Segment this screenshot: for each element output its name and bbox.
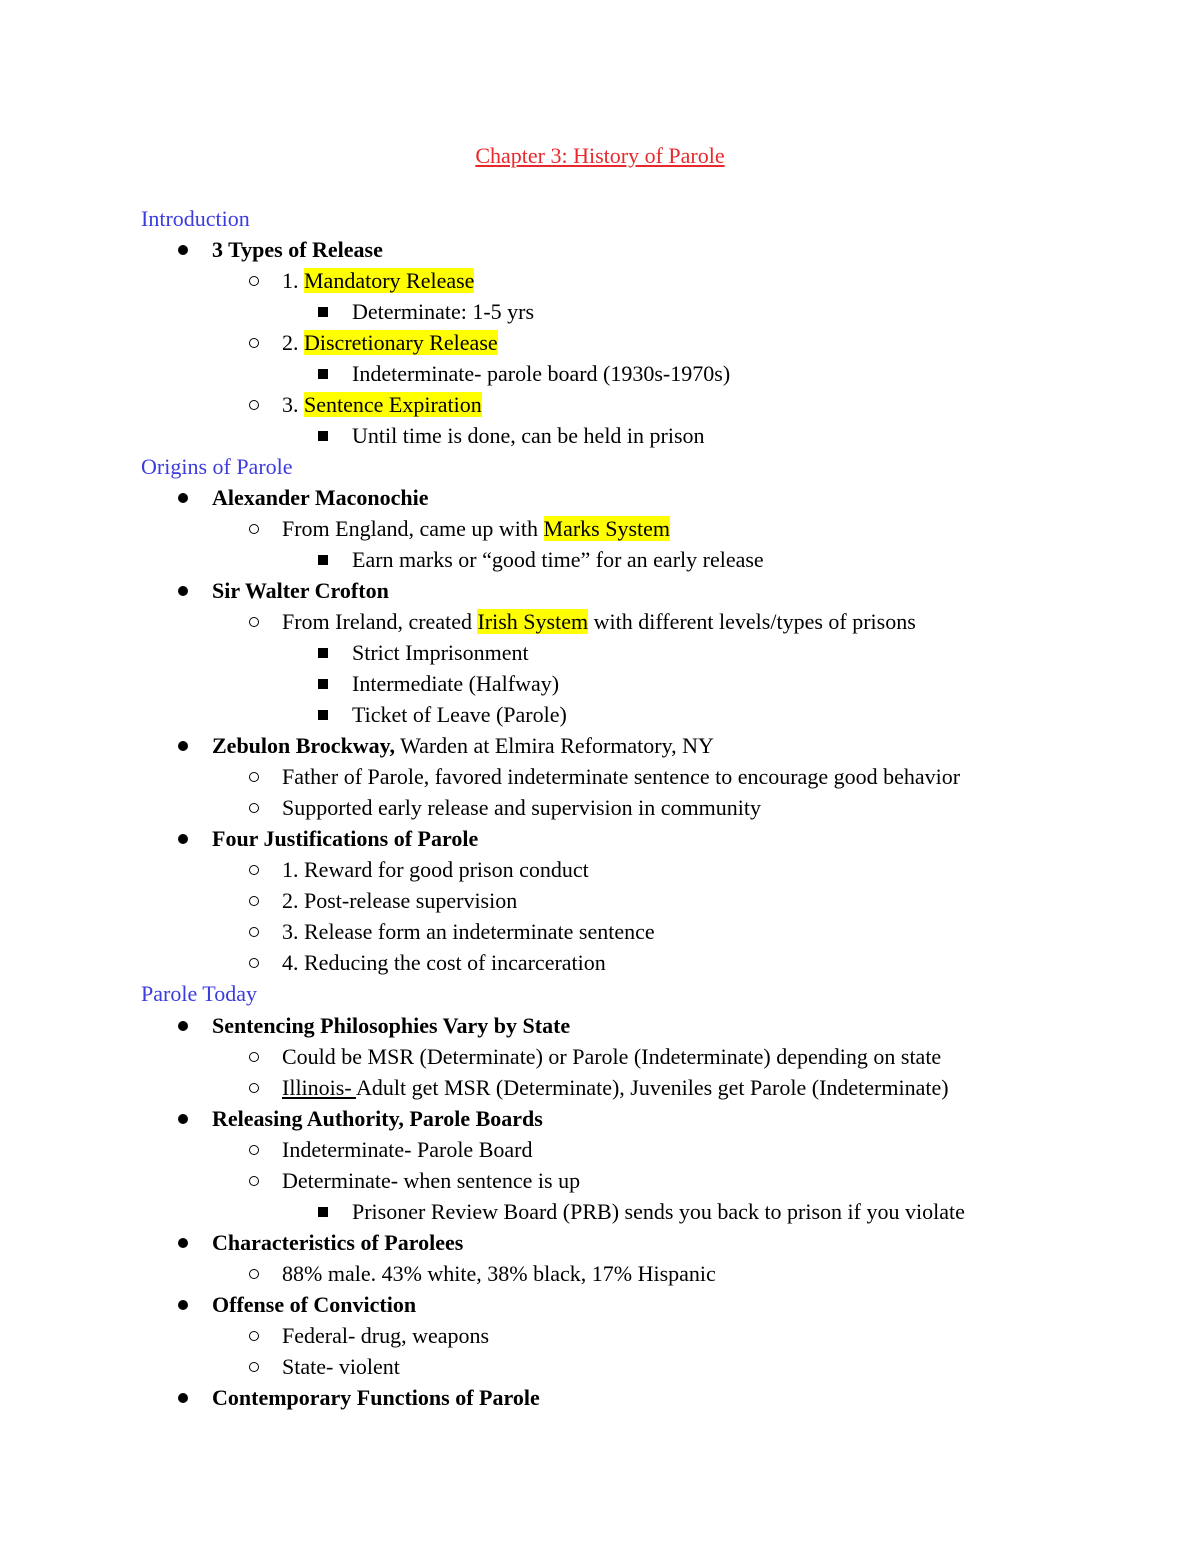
highlight-mandatory-release: Mandatory Release (304, 268, 475, 293)
section-heading-introduction: Introduction (141, 206, 250, 231)
bullet-ring-icon (249, 389, 259, 420)
bullet-ring-icon (249, 761, 259, 792)
list-item-discretionary-detail: Indeterminate- parole board (1930s-1970s) (352, 361, 731, 386)
list-item-crofton: Sir Walter Crofton (212, 578, 389, 603)
list-item-justifications: Four Justifications of Parole (212, 826, 479, 851)
list-item-brockway (212, 730, 714, 761)
list-item-functions: Contemporary Functions of Parole (212, 1385, 540, 1410)
bullet-dot-icon (178, 482, 188, 513)
text-span: From England, came up with (282, 516, 544, 541)
bullet-ring-icon (249, 916, 259, 947)
section-heading-parole-today: Parole Today (141, 981, 257, 1006)
list-item-characteristics-point: 88% male. 43% white, 38% black, 17% Hispanic (282, 1261, 716, 1286)
highlight-sentence-expiration: Sentence Expiration (304, 392, 482, 417)
bullet-ring-icon (249, 1258, 259, 1289)
bullet-ring-icon (249, 1072, 259, 1103)
bullet-square-icon (318, 420, 328, 451)
bullet-dot-icon (178, 823, 188, 854)
bullet-dot-icon (178, 234, 188, 265)
list-item-justification: 3. Release form an indeterminate sentence (282, 919, 655, 944)
list-item-offense-point: State- violent (282, 1354, 400, 1379)
bullet-ring-icon (249, 1165, 259, 1196)
bullet-ring-icon (249, 513, 259, 544)
bullet-ring-icon (249, 792, 259, 823)
bullet-dot-icon (178, 730, 188, 761)
text-span: Adult get MSR (Determinate), Juveniles get Parole (Indeterminate) (355, 1075, 949, 1100)
list-item-authority-point: Indeterminate- Parole Board (282, 1137, 533, 1162)
highlight-irish-system: Irish System (477, 609, 589, 634)
list-item-brockway-point: Supported early release and supervision in community (282, 795, 761, 820)
list-item-expiration-detail: Until time is done, can be held in prison (352, 423, 705, 448)
bullet-ring-icon (249, 265, 259, 296)
text-span: Zebulon Brockway, (212, 733, 395, 758)
bullet-square-icon (318, 668, 328, 699)
list-item-justification: 4. Reducing the cost of incarceration (282, 950, 606, 975)
text-span: From Ireland, created (282, 609, 478, 634)
list-item-offense-point: Federal- drug, weapons (282, 1323, 490, 1348)
item-number: 3. (282, 392, 304, 417)
list-item-marks-detail: Earn marks or “good time” for an early release (352, 547, 764, 572)
bullet-ring-icon (249, 1320, 259, 1351)
list-item-maconochie: Alexander Maconochie (212, 485, 429, 510)
item-number: 1. (282, 268, 304, 293)
bullet-ring-icon (249, 327, 259, 358)
bullet-dot-icon (178, 1227, 188, 1258)
list-item-expiration (282, 389, 482, 420)
list-item-authority-point: Determinate- when sentence is up (282, 1168, 581, 1193)
list-item-maconochie-detail (282, 513, 670, 544)
bullet-ring-icon (249, 1041, 259, 1072)
bullet-square-icon (318, 296, 328, 327)
list-item-irish-level: Strict Imprisonment (352, 640, 529, 665)
list-item-types-of-release: 3 Types of Release (212, 237, 383, 262)
bullet-ring-icon (249, 885, 259, 916)
section-heading-origins: Origins of Parole (141, 454, 293, 479)
list-item-characteristics: Characteristics of Parolees (212, 1230, 464, 1255)
list-item-mandatory-detail: Determinate: 1-5 yrs (352, 299, 535, 324)
bullet-square-icon (318, 637, 328, 668)
list-item-justification: 2. Post-release supervision (282, 888, 518, 913)
bullet-dot-icon (178, 1382, 188, 1413)
list-item-irish-level: Ticket of Leave (Parole) (352, 702, 567, 727)
list-item-irish-level: Intermediate (Halfway) (352, 671, 560, 696)
list-item-discretionary (282, 327, 498, 358)
bullet-dot-icon (178, 1010, 188, 1041)
list-item-crofton-detail (282, 606, 916, 637)
bullet-ring-icon (249, 1134, 259, 1165)
text-span: with different levels/types of prisons (588, 609, 916, 634)
bullet-ring-icon (249, 854, 259, 885)
highlight-marks-system: Marks System (543, 516, 671, 541)
highlight-discretionary-release: Discretionary Release (304, 330, 498, 355)
text-span: Warden at Elmira Reformatory, NY (394, 733, 714, 758)
list-item-brockway-point: Father of Parole, favored indeterminate sentence to encourage good behavior (282, 764, 961, 789)
bullet-dot-icon (178, 1289, 188, 1320)
bullet-ring-icon (249, 606, 259, 637)
list-item-sentencing: Sentencing Philosophies Vary by State (212, 1013, 571, 1038)
bullet-square-icon (318, 1196, 328, 1227)
list-item-mandatory (282, 265, 474, 296)
bullet-ring-icon (249, 947, 259, 978)
list-item-justification: 1. Reward for good prison conduct (282, 857, 589, 882)
list-item-illinois (282, 1072, 949, 1103)
bullet-square-icon (318, 358, 328, 389)
page-title: Chapter 3: History of Parole (475, 143, 725, 168)
bullet-square-icon (318, 544, 328, 575)
underlined-illinois: Illinois- (282, 1075, 356, 1100)
bullet-ring-icon (249, 1351, 259, 1382)
bullet-dot-icon (178, 1103, 188, 1134)
list-item-prb: Prisoner Review Board (PRB) sends you back to prison if you violate (352, 1199, 965, 1224)
list-item-offense: Offense of Conviction (212, 1292, 417, 1317)
item-number: 2. (282, 330, 304, 355)
list-item-authority: Releasing Authority, Parole Boards (212, 1106, 543, 1131)
bullet-square-icon (318, 699, 328, 730)
list-item-sentencing-point: Could be MSR (Determinate) or Parole (Indeterminate) depending on state (282, 1044, 942, 1069)
bullet-dot-icon (178, 575, 188, 606)
